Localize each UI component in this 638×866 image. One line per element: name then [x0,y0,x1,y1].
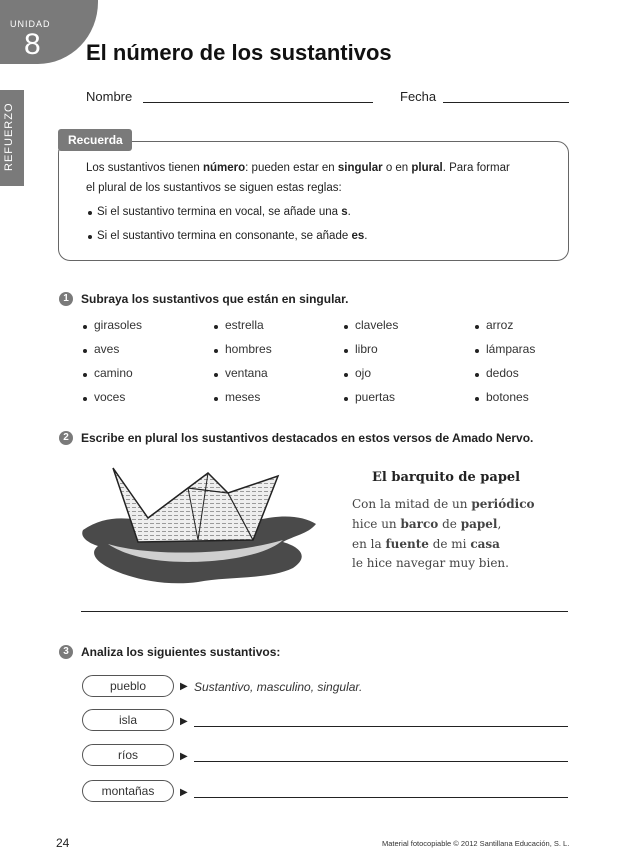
word-item[interactable]: girasoles [94,318,143,332]
example-answer: Sustantivo, masculino, singular. [194,680,363,694]
unit-tab [0,0,98,64]
poem-line-3: en la fuente de mi casa [352,537,500,551]
word-item[interactable]: botones [486,390,529,404]
word-item[interactable]: dedos [486,366,519,380]
bullet-icon [344,349,348,353]
word-item[interactable]: estrella [225,318,264,332]
bullet-icon [475,325,479,329]
page-title: El número de los sustantivos [86,40,392,65]
arrow-right-icon: ▶ [180,787,188,798]
recuerda-line-2: el plural de los sustantivos se siguen estas reglas: [86,182,342,194]
bullet-icon [475,349,479,353]
rule-2: Si el sustantivo termina en consonante, se añade es. [97,230,368,242]
arrow-right-icon: ▶ [180,716,188,727]
word-item[interactable]: puertas [355,390,396,404]
bullet-icon [214,397,218,401]
bullet-icon [214,325,218,329]
exercise-3-instruction: Analiza los siguientes sustantivos: [81,645,281,659]
answer-line[interactable] [81,597,568,612]
exercise-number: 1 [59,292,73,306]
unit-number: 8 [24,28,41,61]
paper-boat-illustration [78,458,323,588]
bullet-icon [83,349,87,353]
unit-label: UNIDAD [10,19,51,29]
exercise-2-instruction: Escribe en plural los sustantivos destacados en estos versos de Amado Nervo. [81,431,534,445]
noun-pill: pueblo [82,675,174,697]
exercise-1-instruction: Subraya los sustantivos que están en singular. [81,292,349,306]
word-item[interactable]: lámparas [486,342,536,356]
bullet-icon [344,373,348,377]
name-field[interactable] [143,88,373,103]
poem-line-1: Con la mitad de un periódico [352,497,535,511]
word-item[interactable]: ojo [355,366,372,380]
word-item[interactable]: meses [225,390,261,404]
bullet-icon [88,235,92,239]
answer-line[interactable] [194,747,568,762]
exercise-number: 2 [59,431,73,445]
answer-line[interactable] [194,783,568,798]
page-number: 24 [56,836,70,850]
date-field[interactable] [443,88,569,103]
answer-line[interactable] [194,712,568,727]
rule-1: Si el sustantivo termina en vocal, se añade una s. [97,206,351,218]
word-item[interactable]: arroz [486,318,514,332]
bullet-icon [344,397,348,401]
bullet-icon [475,397,479,401]
bullet-icon [214,373,218,377]
word-item[interactable]: voces [94,390,126,404]
bullet-icon [83,397,87,401]
exercise-number: 3 [59,645,73,659]
arrow-right-icon: ▶ [180,681,188,692]
bullet-icon [83,325,87,329]
bullet-icon [475,373,479,377]
bullet-icon [83,373,87,377]
recuerda-line-1: Los sustantivos tienen número: pueden estar en singular o en plural. Para formar [86,162,510,174]
poem-line-2: hice un barco de papel, [352,517,502,531]
word-item[interactable]: claveles [355,318,399,332]
word-item[interactable]: hombres [225,342,272,356]
word-item[interactable]: camino [94,366,133,380]
noun-pill: isla [82,709,174,731]
poem-line-4: le hice navegar muy bien. [352,556,509,570]
noun-pill: montañas [82,780,174,802]
word-item[interactable]: aves [94,342,120,356]
word-item[interactable]: libro [355,342,378,356]
bullet-icon [214,349,218,353]
name-label: Nombre [86,89,133,104]
noun-pill: ríos [82,744,174,766]
word-item[interactable]: ventana [225,366,268,380]
side-label: REFUERZO [3,102,15,172]
date-label: Fecha [400,89,437,104]
poem-title: El barquito de papel [372,470,521,485]
bullet-icon [344,325,348,329]
bullet-icon [88,211,92,215]
copyright: Material fotocopiable © 2012 Santillana Educación, S. L. [382,839,570,848]
recuerda-tag: Recuerda [58,129,132,151]
arrow-right-icon: ▶ [180,751,188,762]
